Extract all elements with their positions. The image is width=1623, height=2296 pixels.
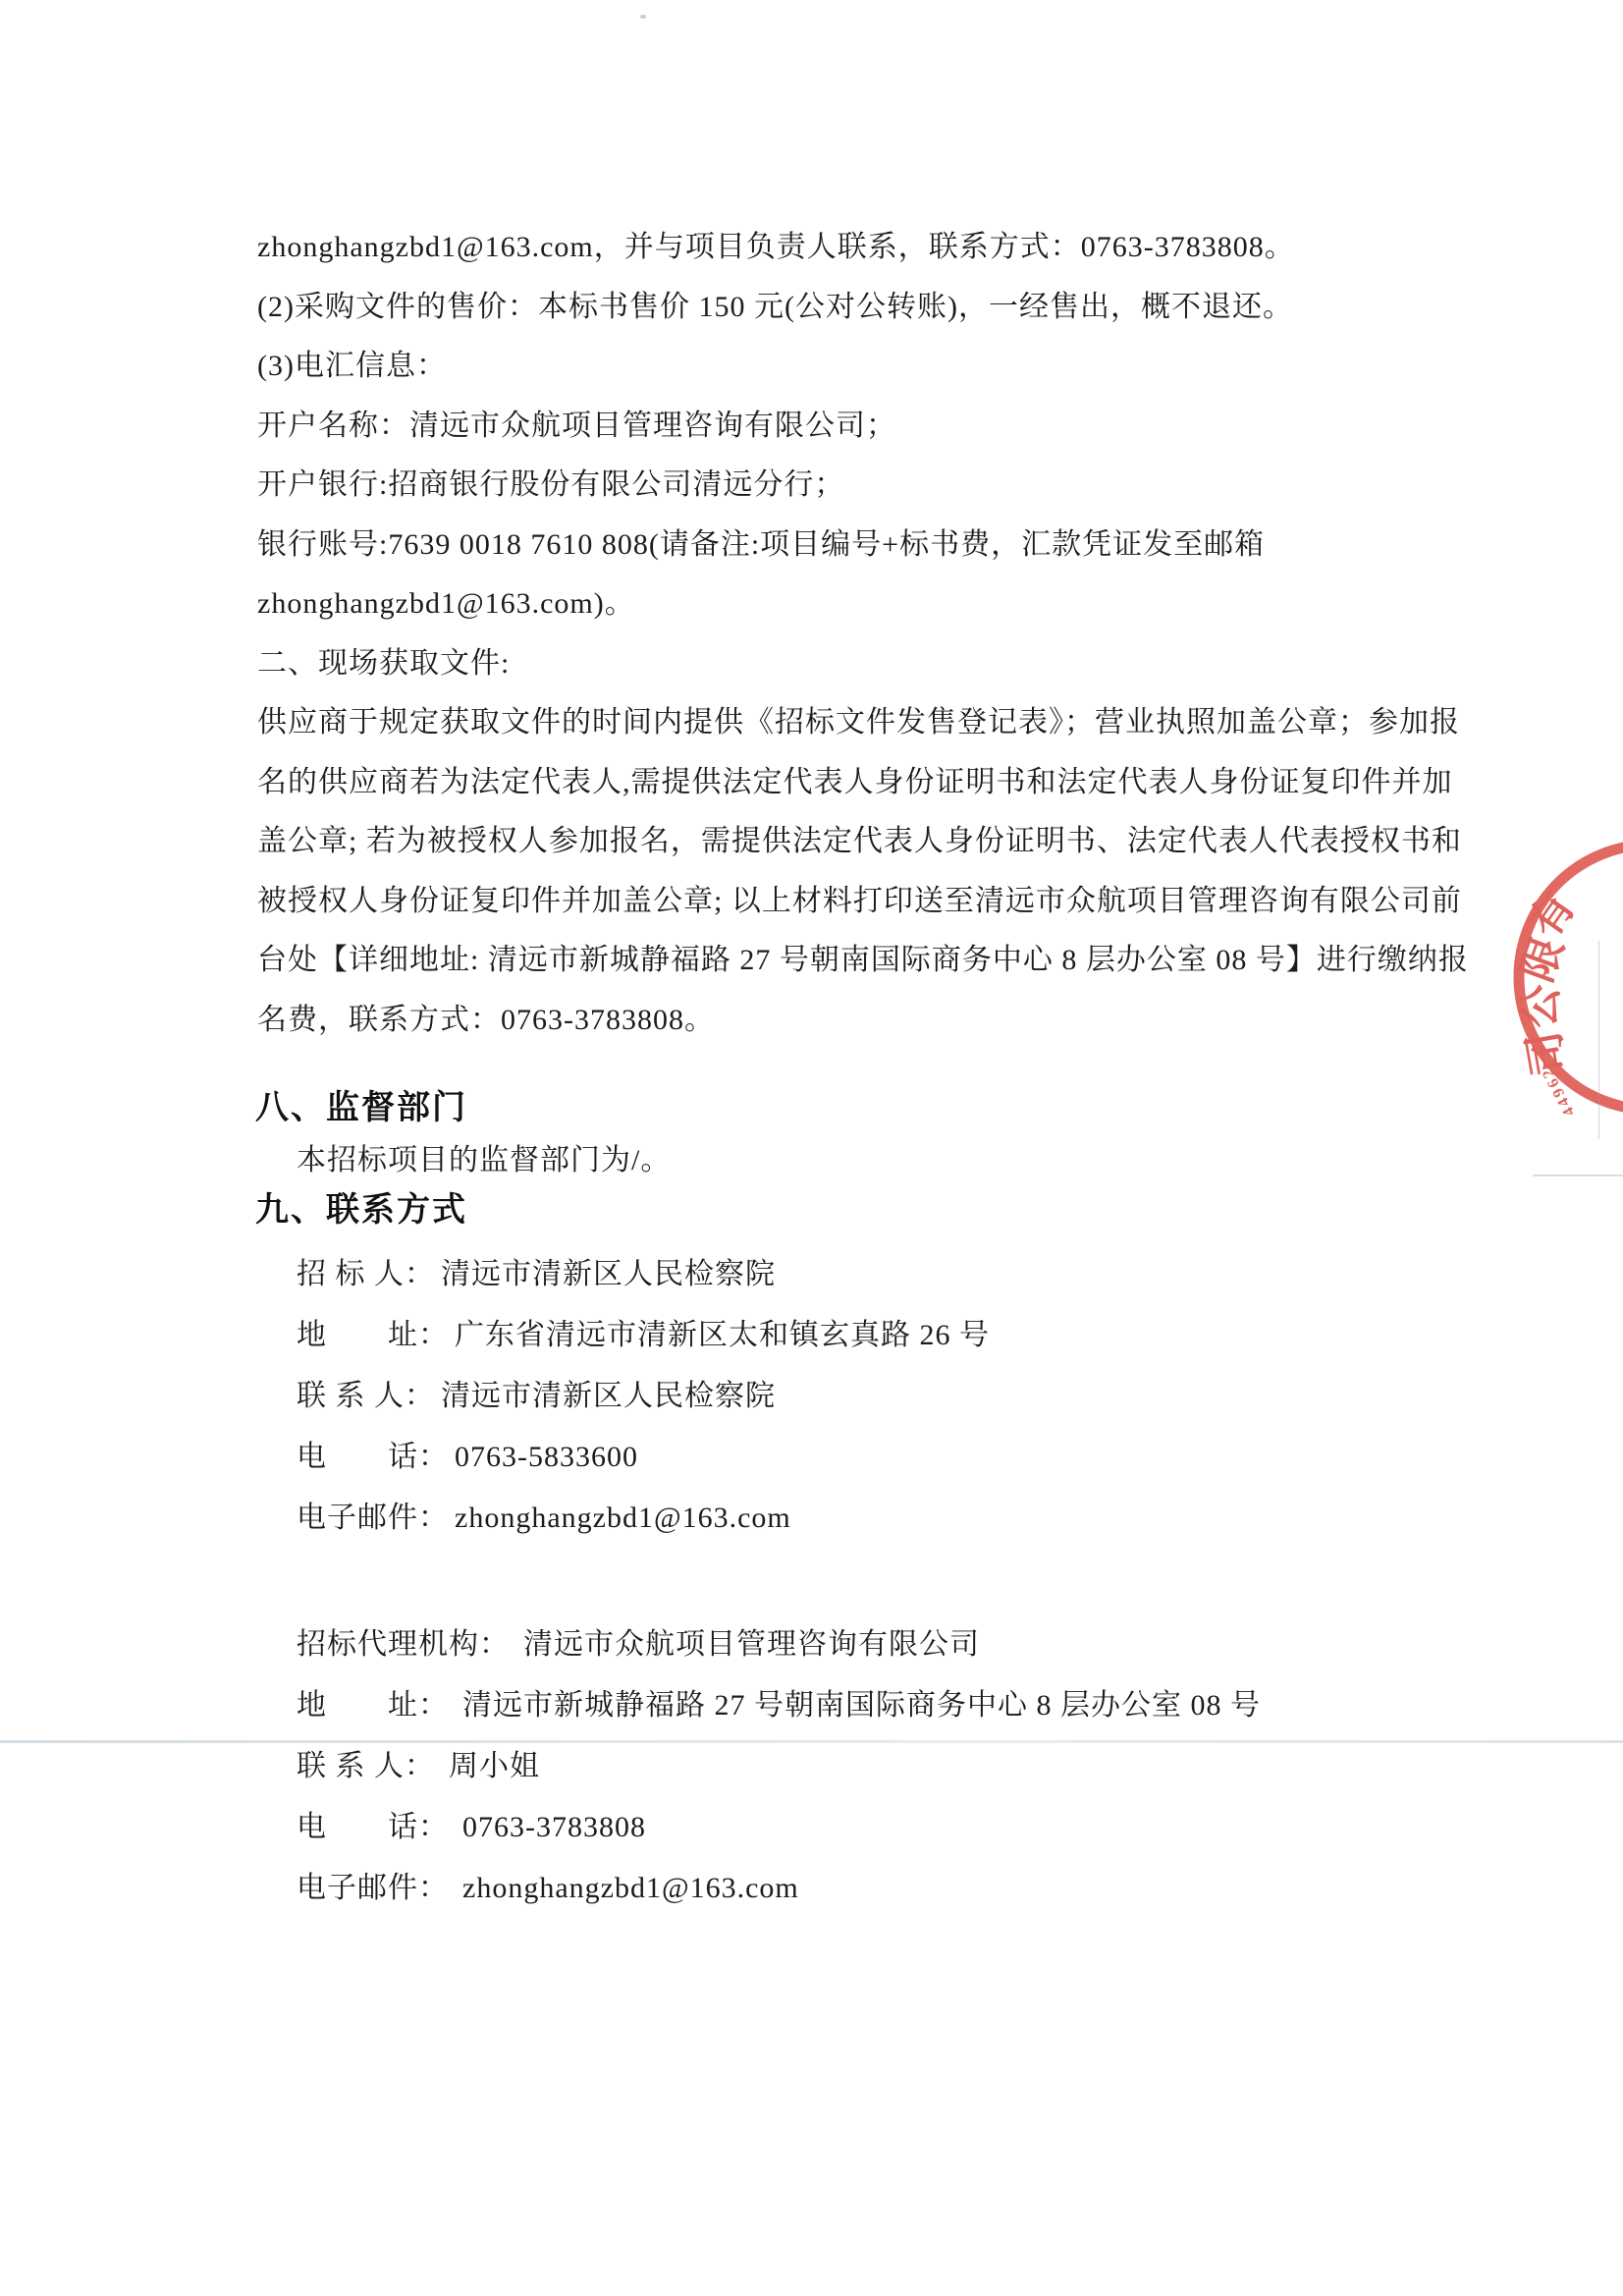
body-line: (3)电汇信息：: [257, 350, 447, 382]
contact-label: 招标代理机构：: [297, 1628, 510, 1661]
agency-contact-block: [297, 1614, 1377, 1919]
section-heading-supervision: 八、监督部门: [255, 1089, 467, 1126]
contact-value: 广东省清远市清新区太和镇玄真路 26 号: [455, 1319, 990, 1351]
contact-value: 周小姐: [449, 1750, 540, 1782]
supervision-text: 本招标项目的监督部门为/。: [297, 1144, 672, 1176]
contact-value: 清远市清新区人民检察院: [441, 1380, 776, 1412]
contact-row-phone: [297, 1797, 1377, 1858]
subsection-heading-onsite: 二、现场获取文件:: [257, 646, 511, 680]
scan-artifact-vertical-line: [1598, 941, 1599, 1139]
seal-char: 司: [1519, 1027, 1575, 1079]
contact-value: 0763-5833600: [455, 1441, 638, 1473]
seal-char: 公: [1515, 982, 1567, 1030]
contact-value: zhonghangzbd1@163.com: [455, 1502, 791, 1534]
seal-char: 有: [1520, 883, 1585, 947]
body-line: zhonghangzbd1@163.com)。: [257, 587, 635, 620]
contact-row-agency: [297, 1614, 1377, 1675]
contact-label: 电子邮件：: [297, 1502, 449, 1534]
contact-label: 地 址：: [297, 1689, 449, 1722]
red-company-seal-stamp: [1507, 803, 1623, 1142]
contact-label: 电 话：: [297, 1441, 449, 1473]
contact-row-email: [297, 1858, 1377, 1919]
body-line: (2)采购文件的售价：本标书售价 150 元(公对公转账)，一经售出，概不退还。: [257, 290, 1293, 323]
body-line: 开户名称：清远市众航项目管理咨询有限公司；: [257, 409, 896, 442]
contact-label: 联 系 人：: [297, 1380, 435, 1412]
scan-artifact-speck: [640, 15, 646, 19]
purchaser-contact-block: [297, 1244, 1377, 1549]
body-line: 台处【详细地址: 清远市新城静福路 27 号朝南国际商务中心 8 层办公室 08 号】进行缴纳报: [257, 944, 1469, 976]
body-line: zhonghangzbd1@163.com，并与项目负责人联系，联系方式：0763-3783808。: [257, 231, 1295, 263]
body-line: 被授权人身份证复印件并加盖公章; 以上材料打印送至清远市众航项目管理咨询有限公司前: [257, 884, 1462, 917]
contact-row-address: [297, 1305, 1377, 1366]
contact-label: 联 系 人：: [297, 1750, 435, 1782]
scan-artifact-right-line: [1533, 1175, 1623, 1176]
contact-value: 清远市清新区人民检察院: [441, 1258, 776, 1290]
scan-artifact-horizontal-band: [0, 1740, 1623, 1743]
body-line: 盖公章; 若为被授权人参加报名，需提供法定代表人身份证明书、法定代表人代表授权书和: [257, 825, 1462, 857]
contact-label: 电子邮件：: [297, 1872, 449, 1904]
contact-value: 清远市众航项目管理咨询有限公司: [523, 1628, 980, 1661]
section-heading-contact: 九、联系方式: [255, 1191, 467, 1229]
body-line: 银行账号:7639 0018 7610 808(请备注:项目编号+标书费，汇款凭证发至邮箱: [257, 527, 1266, 561]
seal-digits: 44962: [1538, 1063, 1579, 1120]
contact-row-person: [297, 1736, 1377, 1797]
contact-row-tenderee: [297, 1244, 1377, 1305]
contact-row-email: [297, 1488, 1377, 1549]
body-line: 供应商于规定获取文件的时间内提供《招标文件发售登记表》；营业执照加盖公章；参加报: [257, 706, 1460, 738]
contact-value: 清远市新城静福路 27 号朝南国际商务中心 8 层办公室 08 号: [462, 1689, 1261, 1722]
contact-row-phone: [297, 1427, 1377, 1488]
contact-value: zhonghangzbd1@163.com: [462, 1872, 799, 1904]
seal-char: 限: [1512, 930, 1573, 989]
contact-label: 地 址：: [297, 1319, 449, 1351]
body-line: 名的供应商若为法定代表人,需提供法定代表人身份证明书和法定代表人身份证复印件并加: [257, 765, 1453, 798]
body-line: 名费，联系方式：0763-3783808。: [257, 1003, 715, 1036]
contact-row-person: [297, 1366, 1377, 1427]
body-text: [257, 218, 1494, 1050]
contact-row-address: [297, 1675, 1377, 1736]
contact-label: 电 话：: [297, 1811, 449, 1843]
body-line: 开户银行:招商银行股份有限公司清远分行；: [257, 468, 845, 501]
contact-label: 招 标 人：: [297, 1258, 435, 1290]
contact-value: 0763-3783808: [462, 1811, 646, 1843]
